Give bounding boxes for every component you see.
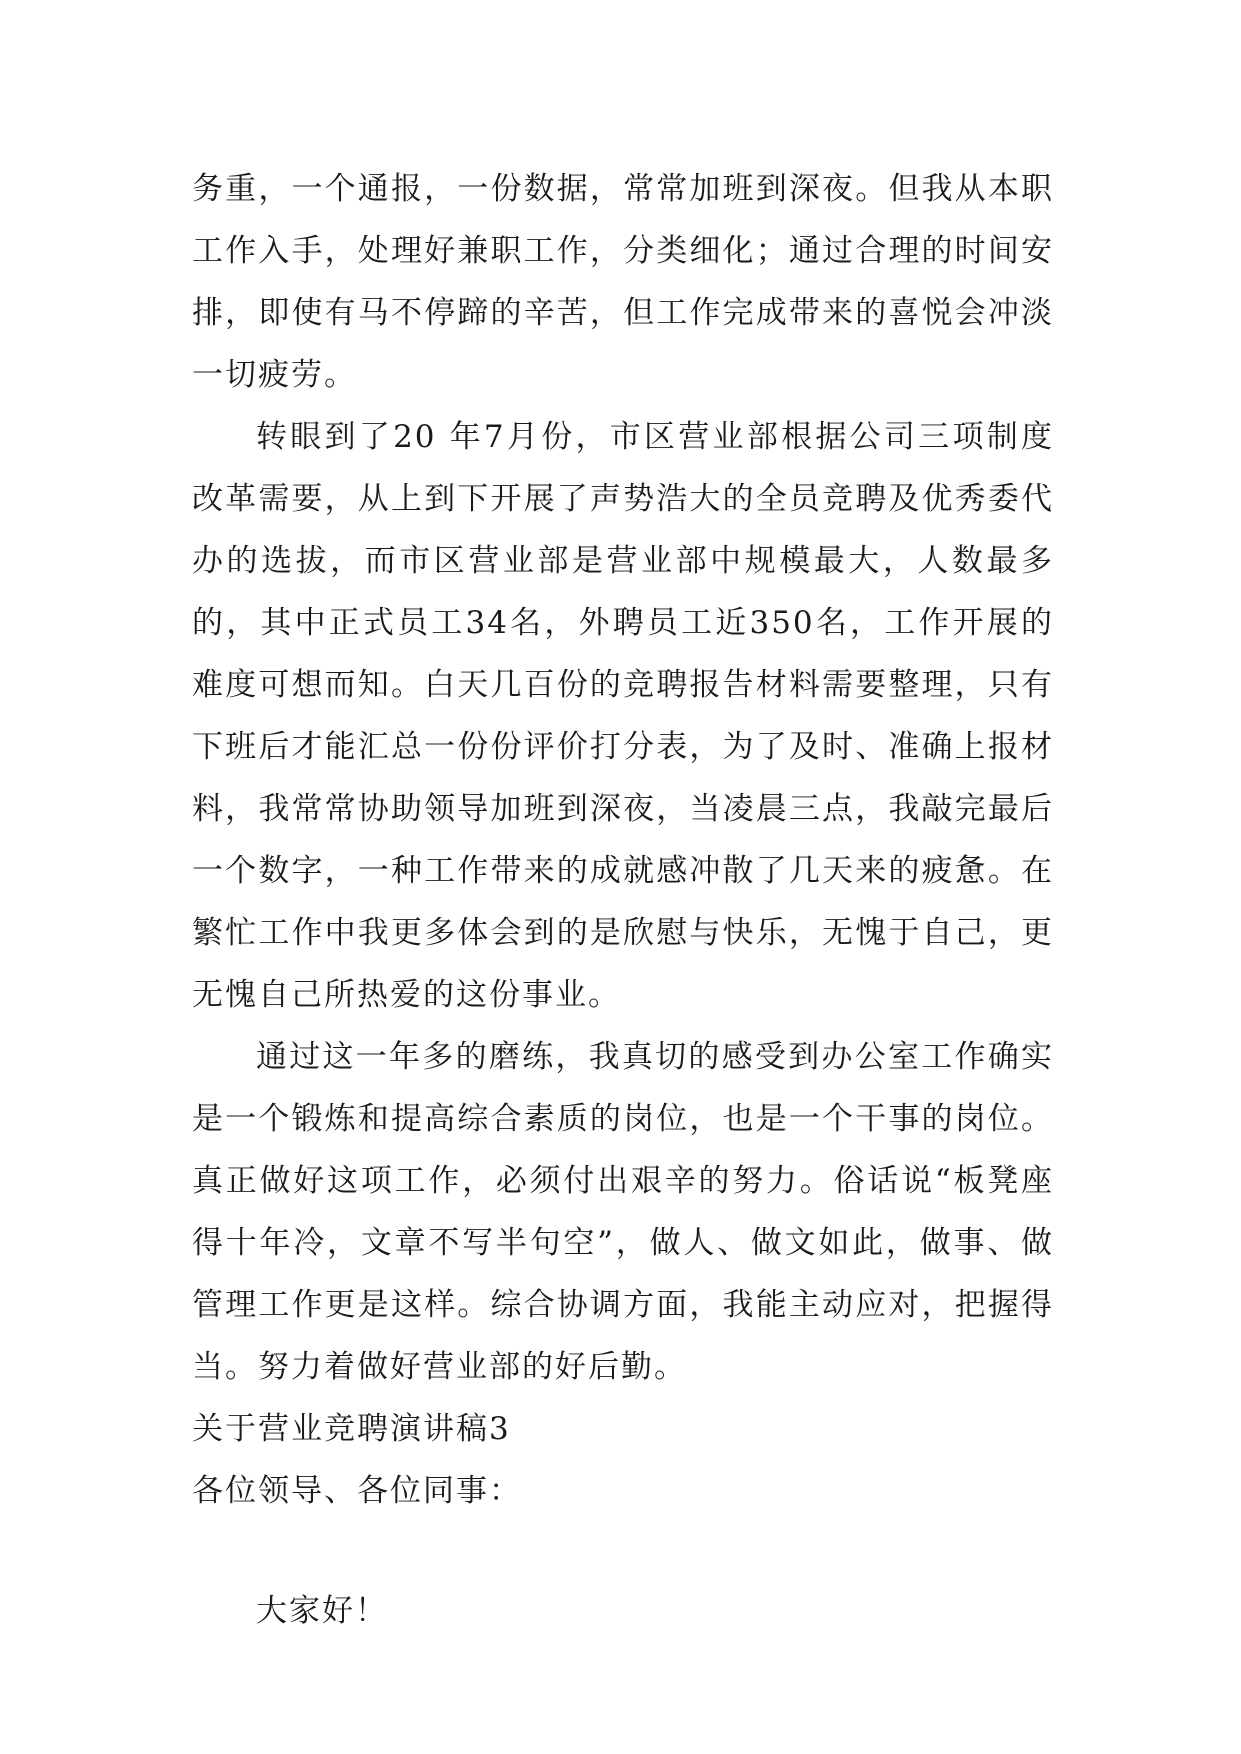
section-title: 关于营业竞聘演讲稿3 [192, 1411, 511, 1447]
salutation: 各位领导、各位同事： [192, 1473, 522, 1509]
blank-line [192, 1522, 1054, 1580]
greeting: 大家好！ [256, 1593, 388, 1629]
paragraph-reflection: 通过这一年多的磨练，我真切的感受到办公室工作确实是一个锻炼和提高综合素质的岗位，也是一个干事的岗位。真正做好这项工作，必须付出艰辛的努力。俗话说“板凳座得十年冷，文章不写半句空”，做人、做文如此，做事、做管理工作更是这样。综合协调方面，我能主动应对，把握得当。努力着做好营业部的好后勤。 [192, 1039, 1054, 1385]
paragraph-continuation: 务重，一个通报，一份数据，常常加班到深夜。但我从本职工作入手，处理好兼职工作，分类细化；通过合理的时间安排，即使有马不停蹄的辛苦，但工作完成带来的喜悦会冲淡一切疲劳。 [192, 171, 1054, 393]
paragraph-recruitment: 转眼到了20 年7月份，市区营业部根据公司三项制度改革需要，从上到下开展了声势浩大的全员竞聘及优秀委代办的选拔，而市区营业部是营业部中规模最大，人数最多的，其中正式员工34名，外聘员工近350名，工作开展的难度可想而知。白天几百份的竞聘报告材料需要整理，只有下班后才能汇总一份份评价打分表，为了及时、准确上报材料，我常常协助领导加班到深夜，当凌晨三点，我敲完最后一个数字，一种工作带来的成就感冲散了几天来的疲惫。在繁忙工作中我更多体会到的是欣慰与快乐，无愧于自己，更无愧自己所热爱的这份事业。 [192, 419, 1054, 1013]
document-body [192, 158, 1054, 1642]
